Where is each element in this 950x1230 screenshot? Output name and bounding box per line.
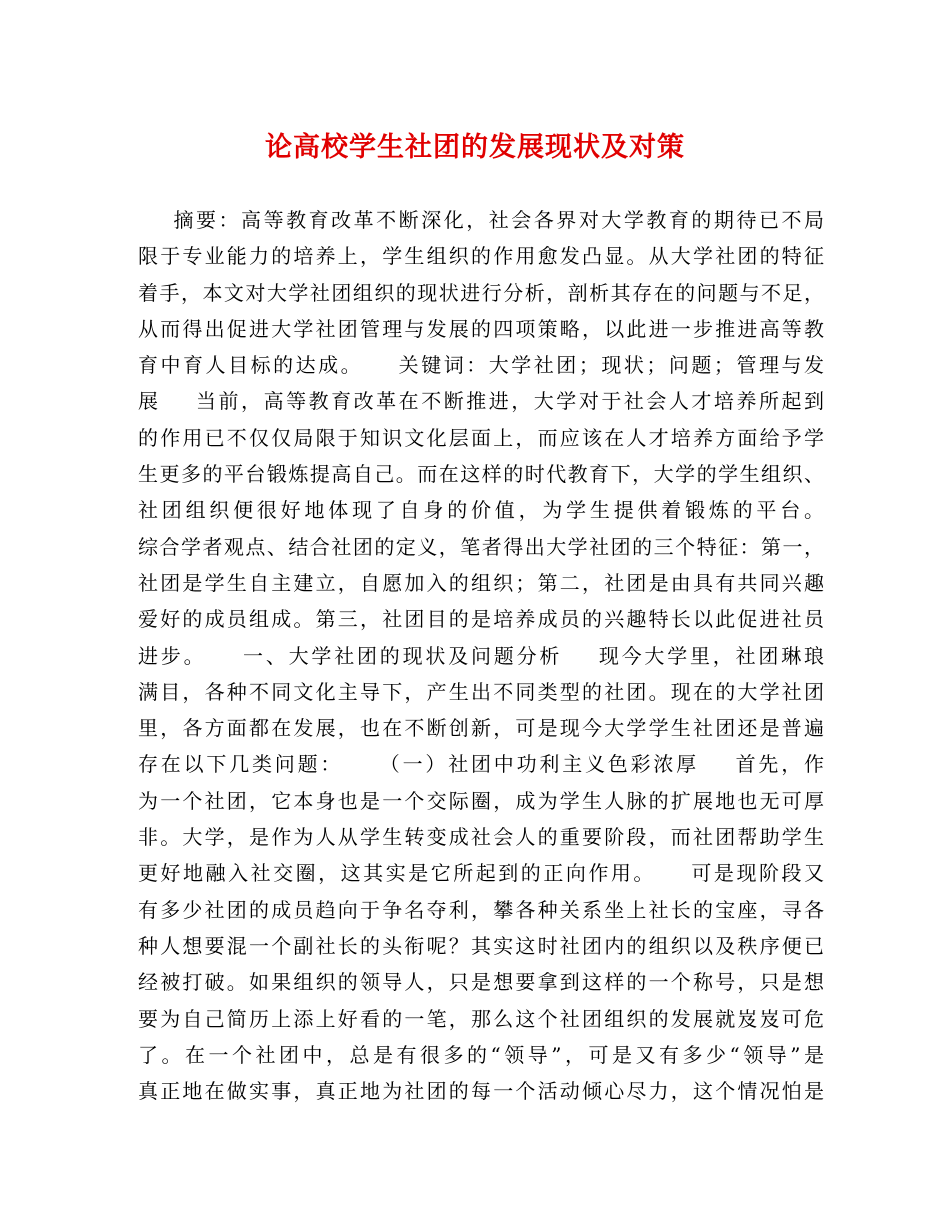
document-title: 论高校学生社团的发展现状及对策 <box>265 132 685 163</box>
body-line-21: 种人想要混一个副社长的头衔呢？其实这时社团内的组织以及秩序便已 <box>138 933 824 958</box>
body-line-18: 非。大学，是作为人从学生转变成社会人的重要阶段，而社团帮助学生 <box>138 825 824 850</box>
document-body <box>138 202 824 1109</box>
body-line-5: 育中育人目标的达成。 关键词：大学社团；现状；问题；管理与发 <box>138 353 824 378</box>
body-line-2: 限于专业能力的培养上，学生组织的作用愈发凸显。从大学社团的特征 <box>138 244 824 269</box>
body-line-1: 摘要：高等教育改革不断深化，社会各界对大学教育的期待已不局 <box>138 208 824 232</box>
body-line-25: 真正地在做实事，真正地为社团的每一个活动倾心尽力，这个情况怕是 <box>138 1079 824 1104</box>
body-line-14: 满目，各种不同文化主导下，产生出不同类型的社团。现在的大学社团 <box>138 679 824 704</box>
body-line-17: 为一个社团，它本身也是一个交际圈，成为学生人脉的扩展地也无可厚 <box>138 788 824 813</box>
body-line-8: 生更多的平台锻炼提高自己。而在这样的时代教育下，大学的学生组织、 <box>138 462 824 487</box>
body-line-16: 存在以下几类问题： （一）社团中功利主义色彩浓厚 首先，作 <box>138 752 824 777</box>
body-line-19: 更好地融入社交圈，这其实是它所起到的正向作用。 可是现阶段又 <box>138 861 824 886</box>
body-line-7: 的作用已不仅仅局限于知识文化层面上，而应该在人才培养方面给予学 <box>138 425 824 450</box>
body-line-11: 社团是学生自主建立，自愿加入的组织；第二，社团是由具有共同兴趣 <box>138 570 824 595</box>
body-line-4: 从而得出促进大学社团管理与发展的四项策略，以此进一步推进高等教 <box>138 316 824 341</box>
body-line-13: 进步。 一、大学社团的现状及问题分析 现今大学里，社团琳琅 <box>138 643 824 668</box>
body-line-15: 里，各方面都在发展，也在不断创新，可是现今大学学生社团还是普遍 <box>138 716 824 741</box>
body-line-22: 经被打破。如果组织的领导人，只是想要拿到这样的一个称号，只是想 <box>138 970 824 995</box>
body-line-12: 爱好的成员组成。第三，社团目的是培养成员的兴趣特长以此促进社员 <box>138 607 824 632</box>
body-line-23: 要为自己简历上添上好看的一笔，那么这个社团组织的发展就岌岌可危 <box>138 1006 824 1031</box>
body-line-20: 有多少社团的成员趋向于争名夺利，攀各种关系坐上社长的宝座，寻各 <box>138 897 824 922</box>
body-line-10: 综合学者观点、结合社团的定义，笔者得出大学社团的三个特征：第一， <box>138 534 824 559</box>
body-line-24: 了。在一个社团中，总是有很多的“领导”，可是又有多少“领导”是 <box>138 1042 824 1067</box>
body-line-9: 社团组织便很好地体现了自身的价值，为学生提供着锻炼的平台。 <box>138 498 824 523</box>
body-line-6: 展 当前，高等教育改革在不断推进，大学对于社会人才培养所起到 <box>138 389 824 414</box>
body-line-3: 着手，本文对大学社团组织的现状进行分析，剖析其存在的问题与不足， <box>138 280 824 305</box>
